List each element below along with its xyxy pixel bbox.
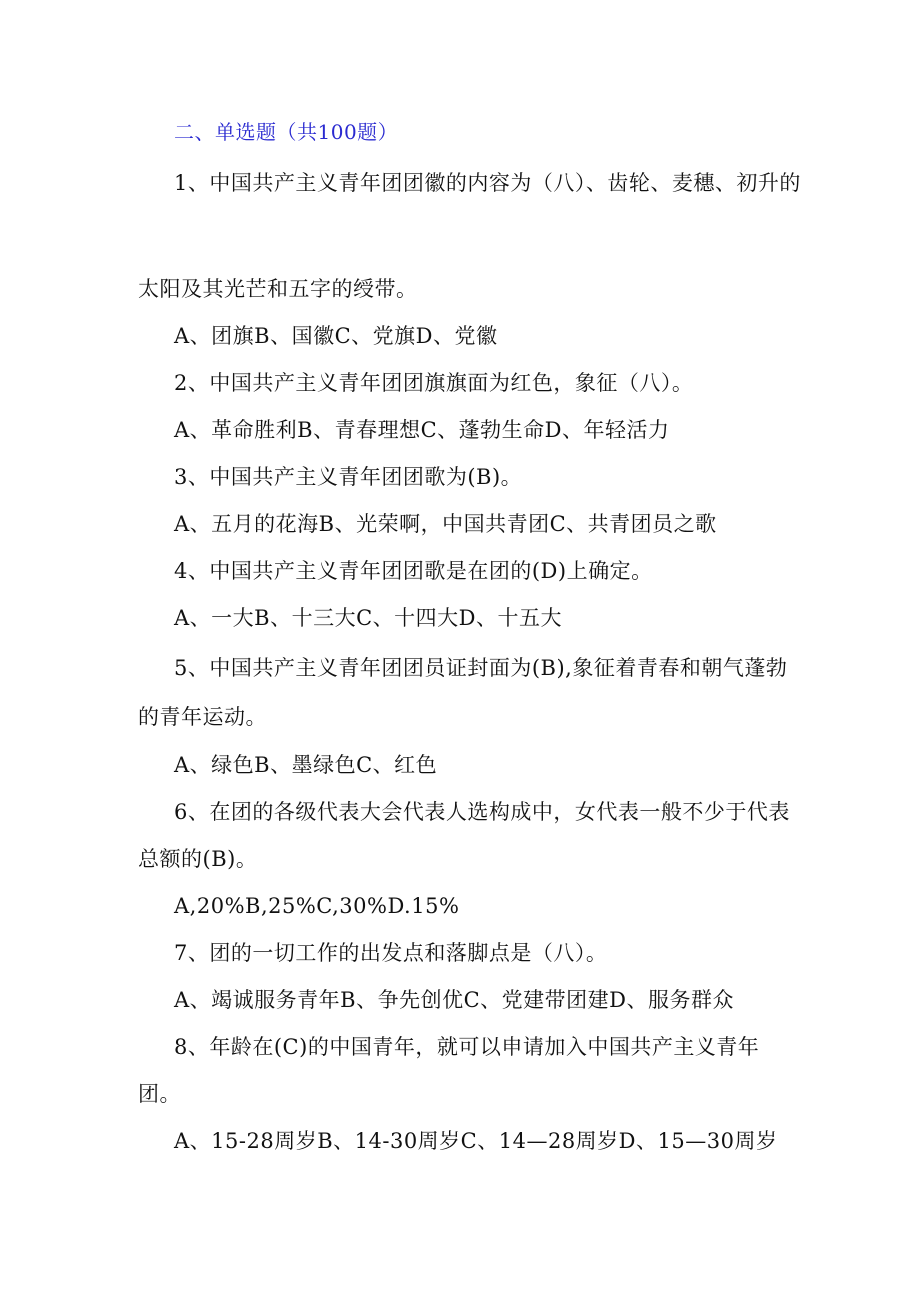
q7-options: A、竭诚服务青年B、争先创优C、党建带团建D、服务群众 [174, 988, 735, 1012]
q7-stem: 7、团的一切工作的出发点和落脚点是（八）。 [174, 941, 608, 965]
q1-stem-line-1: 1、中国共产主义青年团团徽的内容为（八）、齿轮、麦穗、初升的 [174, 171, 801, 195]
q5-options: A、绿色B、墨绿色C、红色 [174, 753, 438, 777]
q2-stem: 2、中国共产主义青年团团旗旗面为红色，象征（八）。 [174, 371, 694, 395]
q3-stem: 3、中国共产主义青年团团歌为(B)。 [174, 465, 523, 489]
q3-options: A、五月的花海B、光荣啊，中国共青团C、共青团员之歌 [174, 512, 717, 536]
q6-stem-line-2: 总额的(B)。 [138, 847, 258, 871]
q8-stem-line-2: 团。 [138, 1082, 181, 1106]
q1-options: A、团旗B、国徽C、党旗D、党徽 [174, 324, 498, 348]
q5-stem-line-1: 5、中国共产主义青年团团员证封面为(B),象征着青春和朝气蓬勃 [174, 656, 788, 680]
q6-stem-line-1: 6、在团的各级代表大会代表人选构成中，女代表一般不少于代表 [174, 800, 790, 824]
q6-options: A,20%B,25%C,30%D.15% [174, 894, 460, 918]
section-title: 二、单选题（共100题） [174, 120, 399, 144]
q8-options: A、15-28周岁B、14-30周岁C、14—28周岁D、15—30周岁 [174, 1129, 778, 1153]
q8-stem-line-1: 8、年龄在(C)的中国青年，就可以申请加入中国共产主义青年 [174, 1035, 760, 1059]
q4-options: A、一大B、十三大C、十四大D、十五大 [174, 606, 563, 630]
q5-stem-line-2: 的青年运动。 [138, 705, 267, 729]
q4-stem: 4、中国共产主义青年团团歌是在团的(D)上确定。 [174, 559, 653, 583]
q2-options: A、革命胜利B、青春理想C、蓬勃生命D、年轻活力 [174, 418, 670, 442]
q1-stem-line-2: 太阳及其光芒和五字的绶带。 [138, 277, 418, 301]
